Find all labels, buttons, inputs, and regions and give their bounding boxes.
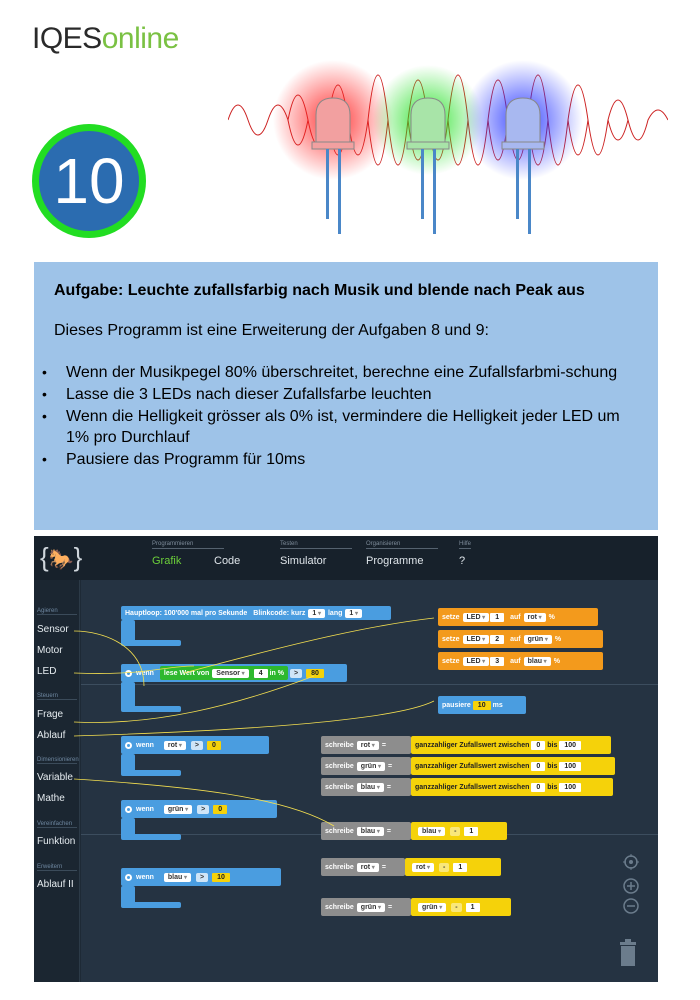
tab-help[interactable]: Hilfe ? [459,541,472,567]
radio-icon [125,874,132,881]
task-bullet: • Wenn der Musikpegel 80% überschreitet, berechne eine Zufallsfarbmi-schung [54,362,638,383]
tab-programme[interactable]: Organisieren Programme [366,541,438,567]
if-foot [121,770,181,776]
divider [81,684,658,685]
sidebar-item-funktion[interactable]: Funktion [37,836,76,847]
write-blue-random-block[interactable]: schreibe blau ▾ = [321,778,411,796]
block-workspace[interactable] [81,580,658,982]
write-blue-decrement-block[interactable]: schreibe blau ▾ = [321,822,411,840]
category-steuern: Steuern [37,693,77,700]
if-foot [121,902,181,908]
category-dimensionieren: Dimensionieren [37,757,79,763]
category-vereinfachen: Vereinfachen [37,821,77,828]
zoom-controls [616,854,646,924]
task-intro: Dieses Programm ist eine Erweiterung der Aufgaben 8 und 9: [54,322,489,339]
write-red-decrement-block[interactable]: schreibe rot ▾ = [321,858,405,876]
recenter-icon[interactable] [623,854,639,870]
set-led-3-block[interactable]: setze LED ▾ 3 auf blau ▾ % [438,652,603,670]
write-green-decrement-block[interactable]: schreibe grün ▾ = [321,898,411,916]
sidebar-item-mathe[interactable]: Mathe [37,793,65,804]
zoom-out-icon[interactable] [624,899,638,913]
if-green-block[interactable]: wenn grün ▾ > 0 [121,800,277,818]
random-int-block[interactable]: ganzzahliger Zufallswert zwischen 0 bis 100 [411,778,613,796]
category-agieren: Agieren [37,608,77,615]
task-bullet: • Pausiere das Programm für 10ms [54,449,638,470]
sidebar-item-sensor[interactable]: Sensor [37,624,69,635]
task-bullet: • Lasse die 3 LEDs nach dieser Zufallsfarbe leuchten [54,384,638,405]
set-led-1-block[interactable]: setze LED ▾ 1 auf rot ▾ % [438,608,598,626]
blink-long-dropdown[interactable]: 1 ▾ [345,609,362,618]
radio-icon [125,806,132,813]
if-foot [121,834,181,840]
tab-simulator[interactable]: Testen Simulator [280,541,352,567]
if-sensor-block[interactable]: wenn lese Wert von Sensor ▾ 4 in % > 80 [121,664,347,682]
block-category-sidebar [34,580,80,982]
tab-grafik[interactable]: Programmieren Grafik [152,541,224,567]
block-editor [34,536,658,982]
subtract-block[interactable]: grün ▾ - 1 [411,898,511,916]
task-box [34,262,658,530]
write-green-random-block[interactable]: schreibe grün ▾ = [321,757,411,775]
sidebar-item-motor[interactable]: Motor [37,645,63,656]
trash-icon[interactable] [618,938,638,968]
task-title: Aufgabe: Leuchte zufallsfarbig nach Musik und blende nach Peak aus [54,282,585,299]
sidebar-item-led[interactable]: LED [37,666,57,677]
sidebar-item-frage[interactable]: Frage [37,709,64,720]
sidebar-item-ablauf[interactable]: Ablauf [37,730,66,741]
blink-short-dropdown[interactable]: 1 ▾ [308,609,325,618]
subtract-block[interactable]: blau ▾ - 1 [411,822,507,840]
sidebar-item-variable[interactable]: Variable [37,772,73,783]
task-bullet: • Wenn die Helligkeit grösser als 0% ist, vermindere die Helligkeit jeder LED um 1% pro Durchlauf [54,406,638,448]
sidebar-item-ablauf-2[interactable]: Ablauf II [37,879,74,890]
radio-icon [125,742,132,749]
logo-iqes: IQES [32,22,102,55]
task-list [54,362,638,470]
editor-topbar [34,536,658,580]
logo-online: online [101,22,179,55]
set-led-2-block[interactable]: setze LED ▾ 2 auf grün ▾ % [438,630,603,648]
read-sensor-block[interactable]: lese Wert von Sensor ▾ 4 in % [160,666,288,680]
random-int-block[interactable]: ganzzahliger Zufallswert zwischen 0 bis 100 [411,757,615,775]
zoom-in-icon[interactable] [624,879,638,893]
if-red-block[interactable]: wenn rot ▾ > 0 [121,736,269,754]
radio-icon [125,670,132,677]
pause-block[interactable]: pausiere 10 ms [438,696,526,714]
main-loop-block[interactable]: Hauptloop: 100'000 mal pro Sekunde Blinkcode: kurz 1 ▾ lang 1 ▾ [121,606,391,620]
random-int-block[interactable]: ganzzahliger Zufallswert zwischen 0 bis 100 [411,736,611,754]
if-foot [121,706,181,712]
iqes-logo [32,22,179,56]
horse-logo-icon: {🐎} [40,542,83,572]
main-loop-foot [121,640,181,646]
write-red-random-block[interactable]: schreibe rot ▾ = [321,736,411,754]
if-blue-block[interactable]: wenn blau ▾ > 10 [121,868,281,886]
task-number-badge [32,124,146,238]
subtract-block[interactable]: rot ▾ - 1 [405,858,501,876]
tab-code[interactable]: Code [214,555,241,567]
task-number: 10 [53,145,125,217]
category-erweitern: Erweitern [37,864,77,871]
rgb-leds-illustration [228,30,668,240]
